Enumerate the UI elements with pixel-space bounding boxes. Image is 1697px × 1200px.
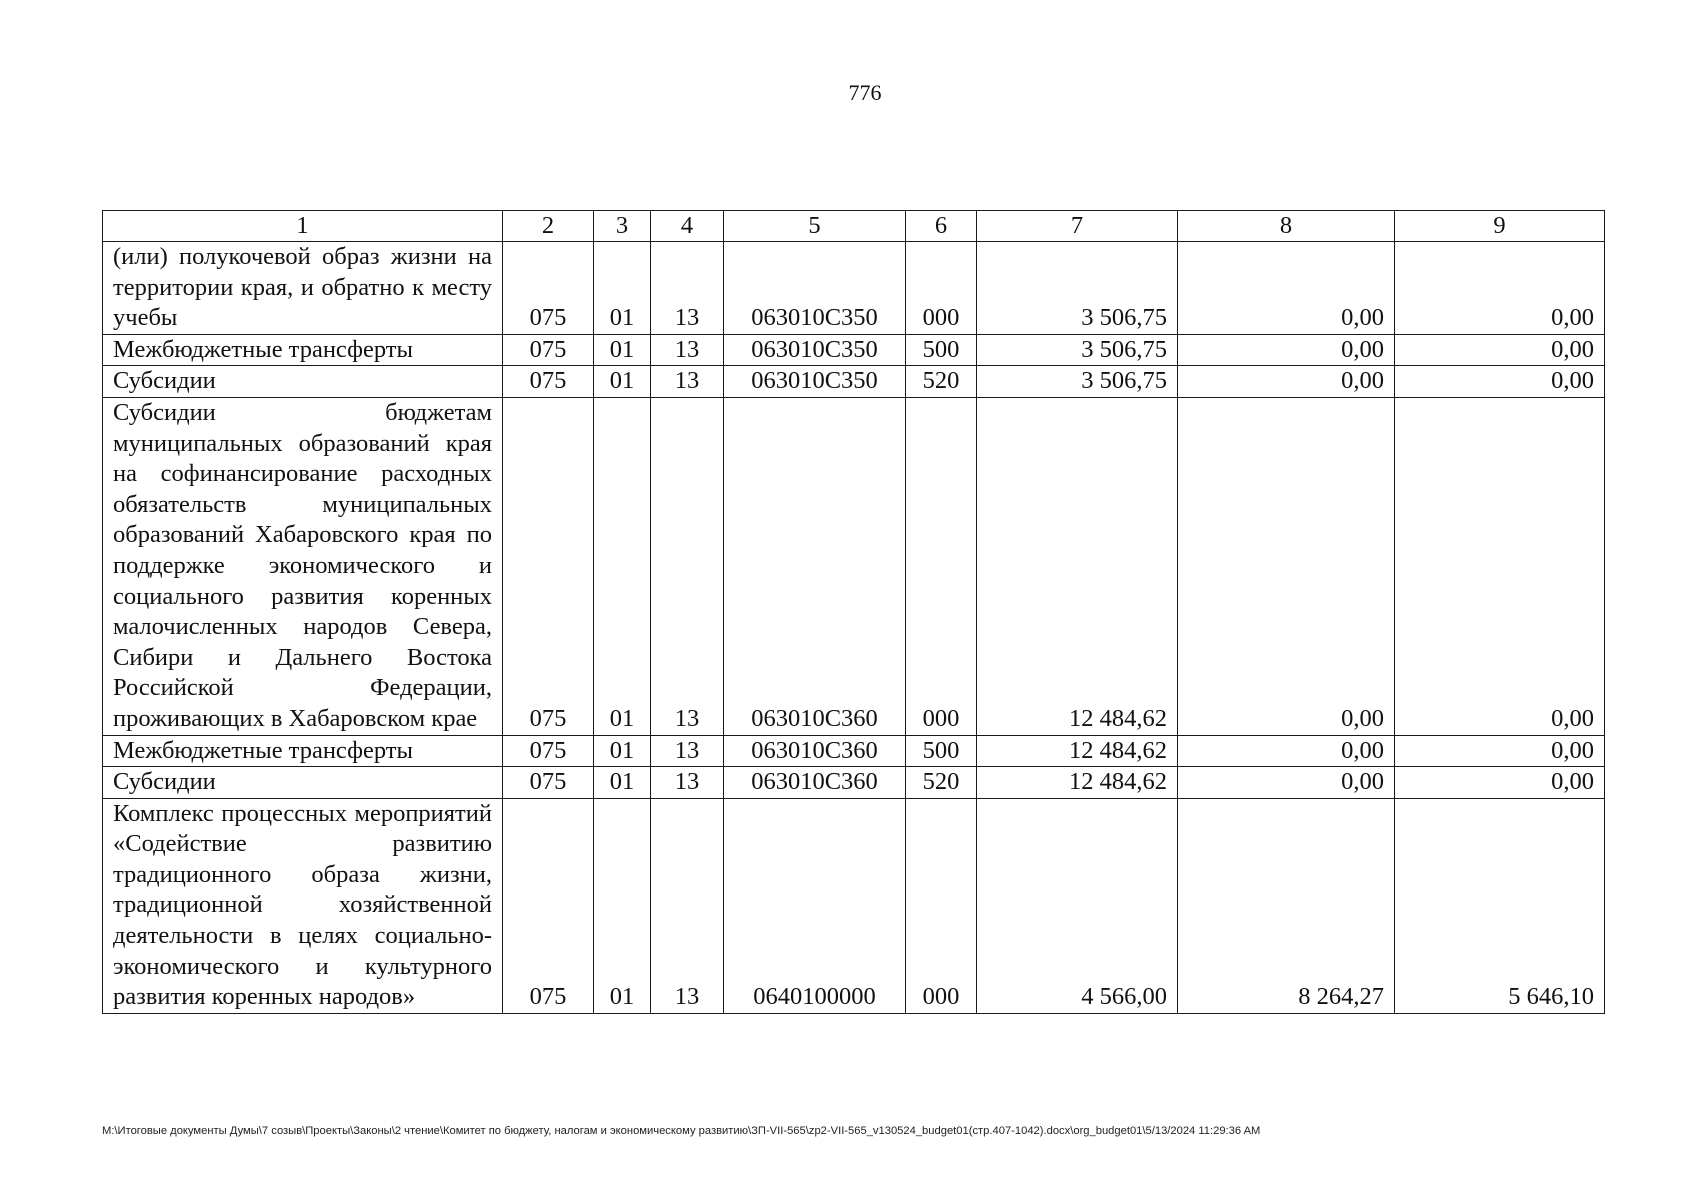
cell-subsection: 13 <box>651 366 724 398</box>
page-number: 776 <box>848 80 882 105</box>
cell-subsection: 13 <box>651 242 724 335</box>
cell-amount-col8: 0,00 <box>1178 767 1395 799</box>
cell-subsection: 13 <box>651 334 724 366</box>
cell-amount-col7: 4 566,00 <box>977 798 1178 1013</box>
cell-amount-col7: 3 506,75 <box>977 334 1178 366</box>
cell-target-article: 063010С360 <box>724 735 906 767</box>
column-header: 8 <box>1178 211 1395 242</box>
column-header: 7 <box>977 211 1178 242</box>
cell-section: 01 <box>594 767 651 799</box>
cell-amount-col7: 3 506,75 <box>977 242 1178 335</box>
cell-admin-code: 075 <box>503 242 594 335</box>
cell-target-article: 063010С350 <box>724 366 906 398</box>
cell-admin-code: 075 <box>503 397 594 735</box>
cell-subsection: 13 <box>651 735 724 767</box>
row-name: Комплекс процессных мероприятий «Содействие развитию традиционного образа жизни, традиционной хозяйственной деятельности в целях социально-экономического и культурного развития коренных народов» <box>103 798 503 1013</box>
cell-expense-type: 520 <box>906 767 977 799</box>
row-name: Субсидии <box>103 767 503 799</box>
cell-subsection: 13 <box>651 798 724 1013</box>
cell-admin-code: 075 <box>503 735 594 767</box>
cell-section: 01 <box>594 735 651 767</box>
cell-expense-type: 520 <box>906 366 977 398</box>
cell-subsection: 13 <box>651 397 724 735</box>
cell-target-article: 063010С350 <box>724 242 906 335</box>
table-row <box>103 366 1605 398</box>
cell-subsection: 13 <box>651 767 724 799</box>
table-row <box>103 798 1605 1013</box>
cell-section: 01 <box>594 334 651 366</box>
cell-amount-col8: 8 264,27 <box>1178 798 1395 1013</box>
cell-section: 01 <box>594 397 651 735</box>
row-name: Межбюджетные трансферты <box>103 735 503 767</box>
table-row <box>103 242 1605 335</box>
cell-amount-col7: 12 484,62 <box>977 735 1178 767</box>
table-row <box>103 767 1605 799</box>
cell-amount-col7: 12 484,62 <box>977 397 1178 735</box>
row-name: Субсидии бюджетам муниципальных образований края на софинансирование расходных обязательств муниципальных образований Хабаровского края по поддержке экономического и социального развития коренных малочисленных народов Севера, Сибири и Дальнего Востока Российской Федерации, проживающих в Хабаровском крае <box>103 397 503 735</box>
cell-amount-col9: 5 646,10 <box>1395 798 1605 1013</box>
cell-admin-code: 075 <box>503 798 594 1013</box>
cell-amount-col9: 0,00 <box>1395 334 1605 366</box>
cell-expense-type: 000 <box>906 242 977 335</box>
cell-amount-col8: 0,00 <box>1178 334 1395 366</box>
row-name: (или) полукочевой образ жизни на территории края, и обратно к месту учебы <box>103 242 503 335</box>
cell-expense-type: 500 <box>906 735 977 767</box>
cell-amount-col7: 12 484,62 <box>977 767 1178 799</box>
row-name: Субсидии <box>103 366 503 398</box>
cell-section: 01 <box>594 366 651 398</box>
cell-amount-col9: 0,00 <box>1395 767 1605 799</box>
cell-admin-code: 075 <box>503 366 594 398</box>
cell-section: 01 <box>594 798 651 1013</box>
cell-amount-col8: 0,00 <box>1178 242 1395 335</box>
column-header: 4 <box>651 211 724 242</box>
table-row <box>103 397 1605 735</box>
cell-amount-col8: 0,00 <box>1178 735 1395 767</box>
cell-target-article: 0640100000 <box>724 798 906 1013</box>
cell-amount-col9: 0,00 <box>1395 397 1605 735</box>
table-row <box>103 735 1605 767</box>
cell-amount-col9: 0,00 <box>1395 242 1605 335</box>
cell-amount-col9: 0,00 <box>1395 735 1605 767</box>
cell-section: 01 <box>594 242 651 335</box>
column-header: 3 <box>594 211 651 242</box>
table-row <box>103 334 1605 366</box>
cell-expense-type: 000 <box>906 798 977 1013</box>
row-name: Межбюджетные трансферты <box>103 334 503 366</box>
table-header-row <box>103 211 1605 242</box>
cell-amount-col7: 3 506,75 <box>977 366 1178 398</box>
cell-amount-col9: 0,00 <box>1395 366 1605 398</box>
cell-admin-code: 075 <box>503 334 594 366</box>
cell-target-article: 063010С360 <box>724 767 906 799</box>
cell-amount-col8: 0,00 <box>1178 397 1395 735</box>
cell-target-article: 063010С360 <box>724 397 906 735</box>
column-header: 6 <box>906 211 977 242</box>
column-header: 9 <box>1395 211 1605 242</box>
cell-expense-type: 500 <box>906 334 977 366</box>
column-header: 1 <box>103 211 503 242</box>
cell-target-article: 063010С350 <box>724 334 906 366</box>
cell-admin-code: 075 <box>503 767 594 799</box>
cell-amount-col8: 0,00 <box>1178 366 1395 398</box>
budget-table <box>102 210 1605 1014</box>
file-path-footer: M:\Итоговые документы Думы\7 созыв\Проекты\Законы\2 чтение\Комитет по бюджету, налогам и экономическому развитию\ЗП-VII-565\zp2-VII-565_v130524_budget01(стр.407-1042).docx\org_budget01\5/13/2024 11:29:36 AM <box>102 1125 1261 1137</box>
column-header: 2 <box>503 211 594 242</box>
cell-expense-type: 000 <box>906 397 977 735</box>
column-header: 5 <box>724 211 906 242</box>
